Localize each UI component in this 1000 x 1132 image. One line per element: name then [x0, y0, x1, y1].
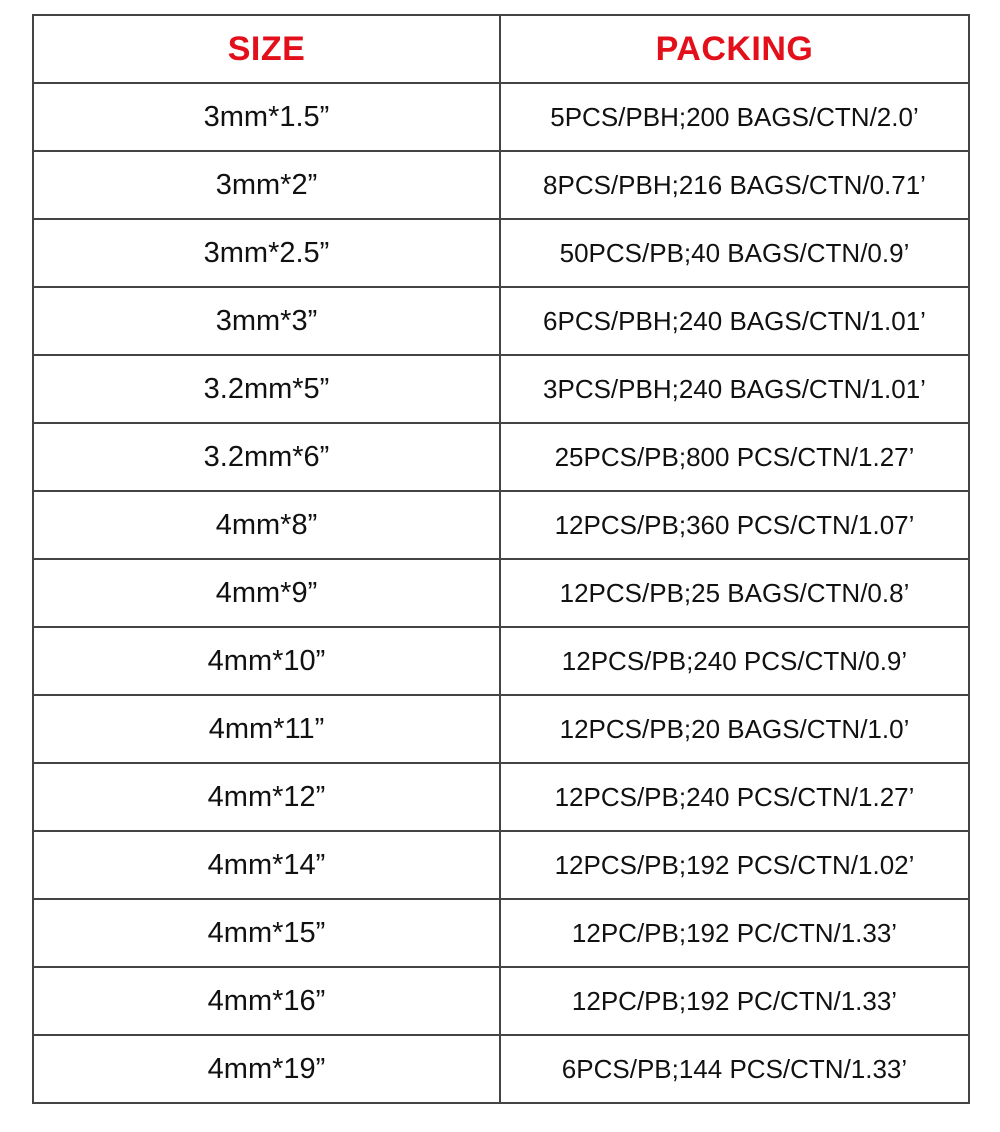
size-cell: 4mm*9”	[33, 559, 500, 627]
packing-cell: 25PCS/PB;800 PCS/CTN/1.27’	[500, 423, 969, 491]
packing-cell: 12PCS/PB;240 PCS/CTN/1.27’	[500, 763, 969, 831]
table-row	[33, 219, 969, 287]
size-cell: 3mm*2.5”	[33, 219, 500, 287]
packing-cell: 12PCS/PB;192 PCS/CTN/1.02’	[500, 831, 969, 899]
packing-cell: 12PCS/PB;20 BAGS/CTN/1.0’	[500, 695, 969, 763]
packing-column-header: PACKING	[500, 15, 969, 83]
table-row	[33, 151, 969, 219]
packing-cell: 12PCS/PB;240 PCS/CTN/0.9’	[500, 627, 969, 695]
size-column-header: SIZE	[33, 15, 500, 83]
table-row	[33, 287, 969, 355]
packing-cell: 50PCS/PB;40 BAGS/CTN/0.9’	[500, 219, 969, 287]
table-row	[33, 763, 969, 831]
size-cell: 3.2mm*6”	[33, 423, 500, 491]
table-row	[33, 967, 969, 1035]
table-row	[33, 695, 969, 763]
size-cell: 4mm*16”	[33, 967, 500, 1035]
table-row	[33, 559, 969, 627]
size-cell: 4mm*15”	[33, 899, 500, 967]
packing-cell: 6PCS/PB;144 PCS/CTN/1.33’	[500, 1035, 969, 1103]
packing-cell: 8PCS/PBH;216 BAGS/CTN/0.71’	[500, 151, 969, 219]
packing-cell: 12PCS/PB;25 BAGS/CTN/0.8’	[500, 559, 969, 627]
packing-cell: 12PC/PB;192 PC/CTN/1.33’	[500, 899, 969, 967]
size-cell: 3mm*3”	[33, 287, 500, 355]
size-cell: 3mm*1.5”	[33, 83, 500, 151]
table-row	[33, 491, 969, 559]
packing-cell: 6PCS/PBH;240 BAGS/CTN/1.01’	[500, 287, 969, 355]
table-row	[33, 627, 969, 695]
packing-cell: 12PCS/PB;360 PCS/CTN/1.07’	[500, 491, 969, 559]
table-row	[33, 423, 969, 491]
table-row	[33, 1035, 969, 1103]
table-body	[33, 83, 969, 1103]
size-cell: 4mm*14”	[33, 831, 500, 899]
packing-cell: 5PCS/PBH;200 BAGS/CTN/2.0’	[500, 83, 969, 151]
size-cell: 3.2mm*5”	[33, 355, 500, 423]
table-header	[33, 15, 969, 83]
packing-cell: 3PCS/PBH;240 BAGS/CTN/1.01’	[500, 355, 969, 423]
size-cell: 4mm*8”	[33, 491, 500, 559]
size-cell: 3mm*2”	[33, 151, 500, 219]
packing-cell: 12PC/PB;192 PC/CTN/1.33’	[500, 967, 969, 1035]
header-row	[33, 15, 969, 83]
size-cell: 4mm*19”	[33, 1035, 500, 1103]
size-packing-table	[32, 14, 970, 1104]
table-row	[33, 355, 969, 423]
table-row	[33, 83, 969, 151]
size-cell: 4mm*11”	[33, 695, 500, 763]
size-cell: 4mm*10”	[33, 627, 500, 695]
table-row	[33, 899, 969, 967]
table-row	[33, 831, 969, 899]
size-cell: 4mm*12”	[33, 763, 500, 831]
